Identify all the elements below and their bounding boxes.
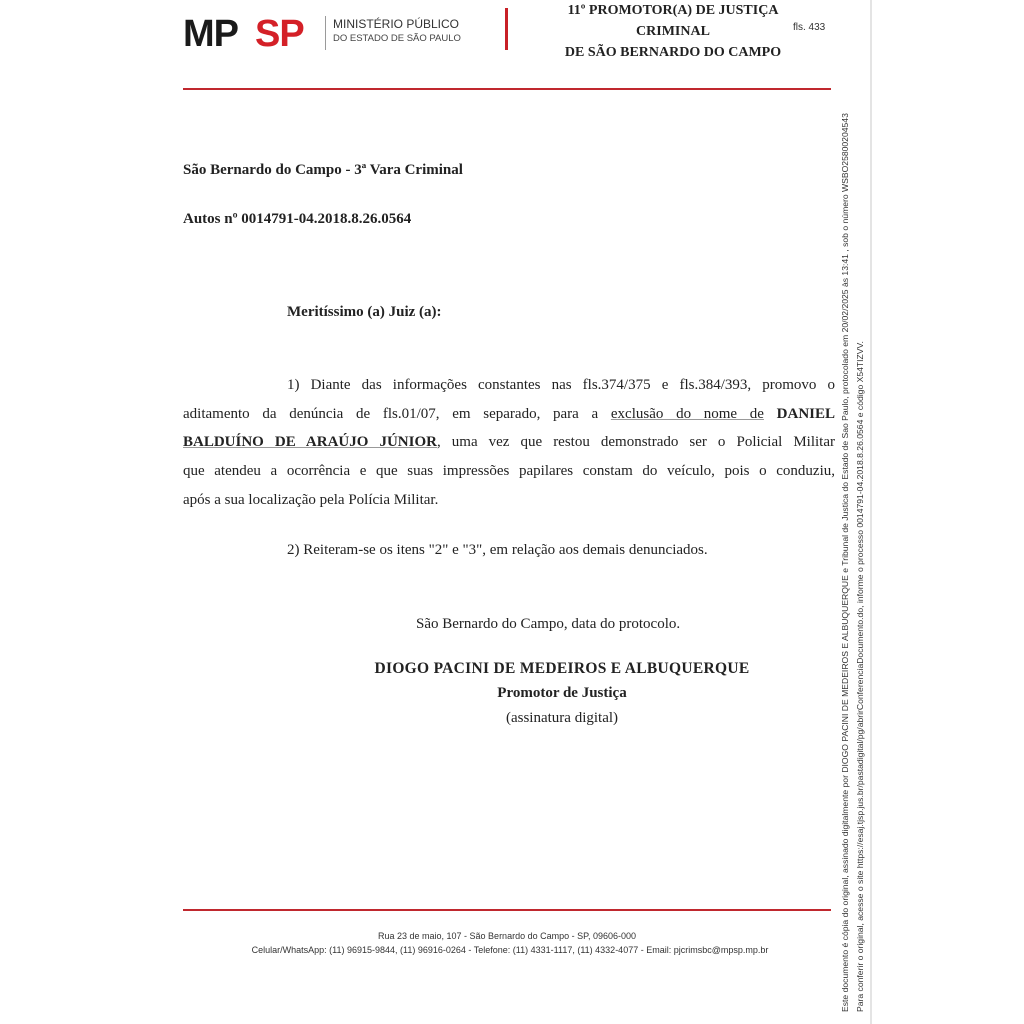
logo-divider <box>325 16 326 50</box>
p1-line2-text-a: aditamento da denúncia de fls.01/07, em separado, para a <box>183 406 599 422</box>
logo-institution-line1: MINISTÉRIO PÚBLICO <box>333 17 460 31</box>
footer-address: Rua 23 de maio, 107 - São Bernardo do Campo - SP, 09606-000 <box>377 931 636 941</box>
logo-sp-text: SP <box>255 13 304 55</box>
paragraph1-line1: 1) Diante das informações constantes nas fls.374/375 e fls.384/393, promovo o <box>287 377 835 393</box>
signature-note: (assinatura digital) <box>505 710 619 726</box>
footer-contacts: Celular/WhatsApp: (11) 96915-9844, (11) 96916-0264 - Telefone: (11) 4331-1117, (11) 4332-4077 - Email: pjcrimsbc@mpsp.mp.br <box>251 945 769 955</box>
paragraph1-line2 <box>183 406 835 423</box>
promotoria-line1: 11º PROMOTOR(A) DE JUSTIÇA <box>567 3 779 18</box>
promotoria-heading <box>548 0 798 63</box>
p1-line2-underlined: exclusão do nome de <box>610 406 764 422</box>
page-edge <box>870 0 872 1024</box>
promotoria-line2: CRIMINAL <box>636 24 710 39</box>
promotoria-line3: DE SÃO BERNARDO DO CAMPO <box>564 45 782 60</box>
place-and-date: São Bernardo do Campo, data do protocolo. <box>416 616 681 632</box>
signer-title: Promotor de Justiça <box>497 685 627 701</box>
footer-rule <box>183 909 831 911</box>
signer-name: DIOGO PACINI DE MEDEIROS E ALBUQUERQUE <box>374 660 750 677</box>
logo-institution-line2: DO ESTADO DE SÃO PAULO <box>333 33 461 44</box>
case-number: Autos nº 0014791-04.2018.8.26.0564 <box>183 211 412 227</box>
paragraph1-line5: após a sua localização pela Polícia Militar. <box>183 492 439 508</box>
paragraph1-line3 <box>183 434 835 451</box>
verification-stamp: Para conferir o original, acesse o site https://esaj.tjsp.jus.br/pastadigital/pg/abrirConferenciaDocumento.do, informe o processo 0014791-04.2018.8.26.0564 e código X54TIZVV. <box>855 341 865 1012</box>
header-rule <box>183 88 831 90</box>
paragraph2: 2) Reiteram-se os itens "2" e "3", em relação aos demais denunciados. <box>287 542 708 558</box>
page-number-fls: fls. 433 <box>793 22 826 33</box>
digital-signature-stamp: Este documento é cópia do original, assinado digitalmente por DIOGO PACINI DE MEDEIROS E ALBUQUERQUE e Tribunal de Justica do Estado de Sao Paulo, protocolado em 20/02/2025 às 13:41 , sob o número WSBO25800204543 <box>840 113 850 1012</box>
logo-mp-text: MP <box>183 13 238 55</box>
defendant-surname: BALDUÍNO DE ARAÚJO JÚNIOR <box>183 434 437 450</box>
document-page <box>150 0 872 1024</box>
court-heading: São Bernardo do Campo - 3ª Vara Criminal <box>183 162 463 178</box>
salutation: Meritíssimo (a) Juiz (a): <box>287 304 442 320</box>
p1-line3-text-b: , uma vez que restou demonstrado ser o Policial Militar <box>436 434 836 450</box>
paragraph1-line4: que atendeu a ocorrência e que suas impressões papilares constam do veículo, pois o conduziu, <box>183 463 835 479</box>
header-divider <box>505 8 508 50</box>
defendant-first-name: DANIEL <box>776 406 836 422</box>
